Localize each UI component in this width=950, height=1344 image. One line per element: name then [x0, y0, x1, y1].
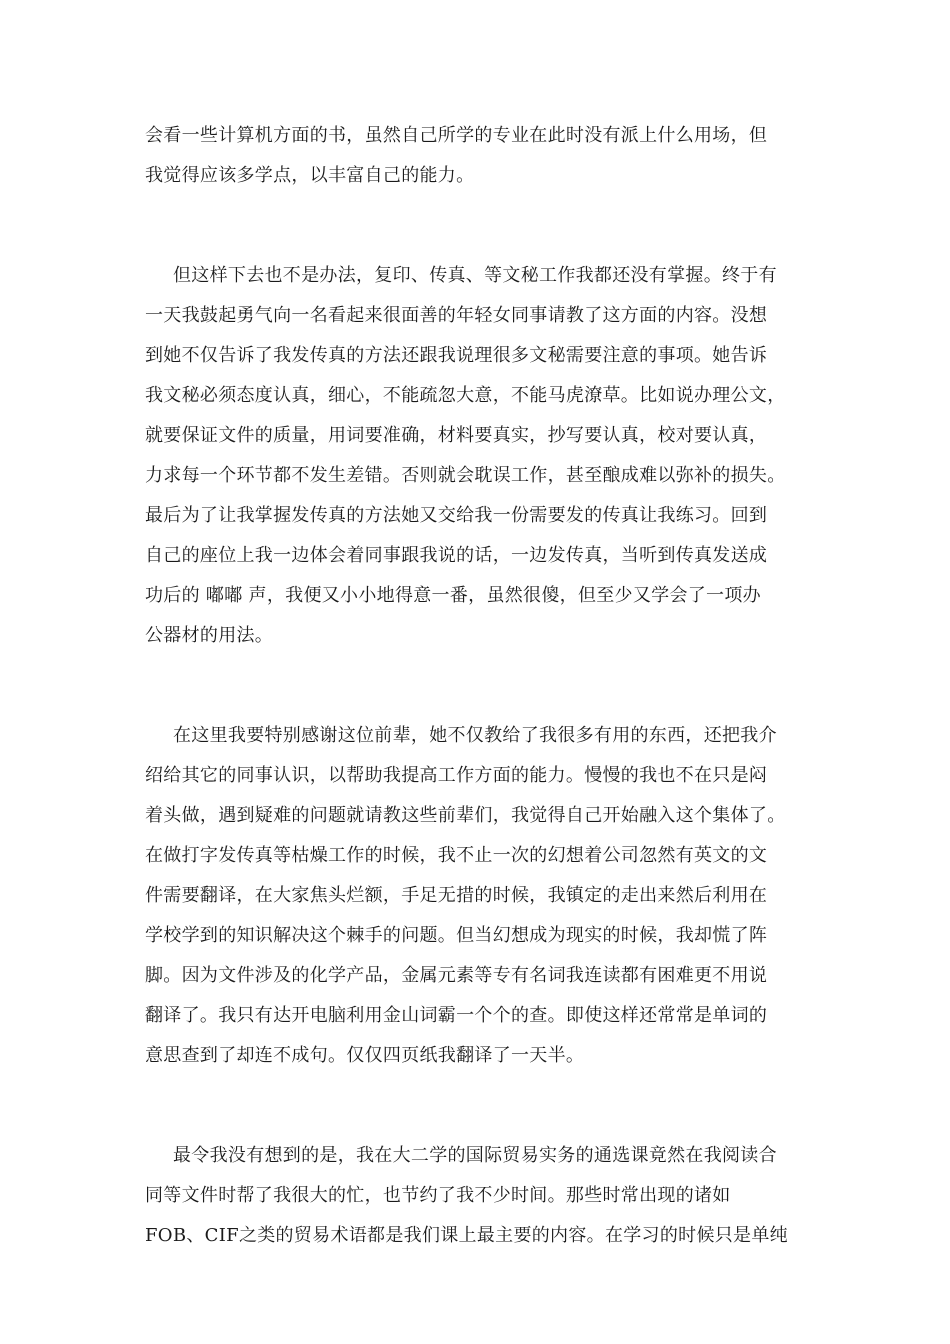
paragraph-2-line-2: 一天我鼓起勇气向一名看起来很面善的年轻女同事请教了这方面的内容。没想	[145, 305, 768, 326]
paragraph-2-line-10: 公器材的用法。	[145, 625, 274, 646]
paragraph-4-line-1: 最令我没有想到的是，我在大二学的国际贸易实务的通选课竟然在我阅读合	[173, 1145, 777, 1166]
paragraph-3-line-9: 意思查到了却连不成句。仅仅四页纸我翻译了一天半。	[145, 1045, 585, 1066]
paragraph-4-line-2: 同等文件时帮了我很大的忙，也节约了我不少时间。那些时常出现的诸如	[145, 1185, 731, 1206]
paragraph-2-line-8: 自己的座位上我一边体会着同事跟我说的话，一边发传真，当听到传真发送成	[145, 545, 768, 566]
paragraph-3-line-3: 着头做，遇到疑难的问题就请教这些前辈们，我觉得自己开始融入这个集体了。	[145, 805, 786, 826]
paragraph-2-line-5: 就要保证文件的质量，用词要准确，材料要真实，抄写要认真，校对要认真，	[145, 425, 768, 446]
paragraph-3-line-2: 绍给其它的同事认识，以帮助我提高工作方面的能力。慢慢的我也不在只是闷	[145, 765, 768, 786]
paragraph-3-line-5: 件需要翻译，在大家焦头烂额，手足无措的时候，我镇定的走出来然后利用在	[145, 885, 768, 906]
paragraph-2-line-1: 但这样下去也不是办法，复印、传真、等文秘工作我都还没有掌握。终于有	[173, 265, 777, 286]
paragraph-3-line-8: 翻译了。我只有达开电脑利用金山词霸一个个的查。即使这样还常常是单词的	[145, 1005, 768, 1026]
paragraph-2-line-9: 功后的 嘟嘟 声，我便又小小地得意一番，虽然很傻，但至少又学会了一项办	[145, 585, 761, 606]
paragraph-2-line-6: 力求每一个环节都不发生差错。否则就会耽误工作，甚至酿成难以弥补的损失。	[145, 465, 786, 486]
paragraph-1-line-1: 会看一些计算机方面的书，虽然自己所学的专业在此时没有派上什么用场，但	[145, 125, 768, 146]
paragraph-2-line-4: 我文秘必须态度认真，细心，不能疏忽大意，不能马虎潦草。比如说办理公文，	[145, 385, 786, 406]
paragraph-2-line-7: 最后为了让我掌握发传真的方法她又交给我一份需要发的传真让我练习。回到	[145, 505, 768, 526]
paragraph-4-line-3: FOB、CIF之类的贸易术语都是我们课上最主要的内容。在学习的时候只是单纯	[145, 1225, 788, 1246]
paragraph-3-line-7: 脚。因为文件涉及的化学产品，金属元素等专有名词我连读都有困难更不用说	[145, 965, 768, 986]
paragraph-2-line-3: 到她不仅告诉了我发传真的方法还跟我说理很多文秘需要注意的事项。她告诉	[145, 345, 768, 366]
paragraph-1-line-2: 我觉得应该多学点，以丰富自己的能力。	[145, 165, 475, 186]
paragraph-3-line-4: 在做打字发传真等枯燥工作的时候，我不止一次的幻想着公司忽然有英文的文	[145, 845, 768, 866]
paragraph-3-line-6: 学校学到的知识解决这个棘手的问题。但当幻想成为现实的时候，我却慌了阵	[145, 925, 768, 946]
paragraph-3-line-1: 在这里我要特别感谢这位前辈，她不仅教给了我很多有用的东西，还把我介	[173, 725, 777, 746]
